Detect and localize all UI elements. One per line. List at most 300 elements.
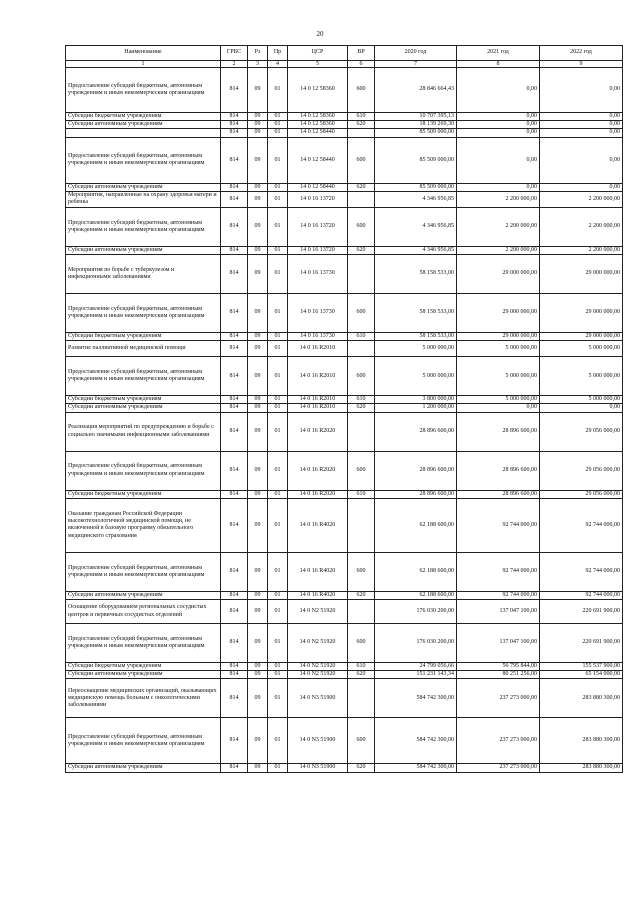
- row-2021: 29 000 000,00: [457, 255, 540, 294]
- row-rz: 09: [248, 591, 268, 599]
- col-number: 9: [540, 61, 623, 68]
- row-2020: 28 846 664,43: [375, 68, 457, 113]
- row-pr: 01: [268, 679, 288, 718]
- row-2020: 28 896 600,00: [375, 490, 457, 498]
- row-vr: 600: [348, 68, 375, 113]
- row-2022: 0,00: [540, 129, 623, 137]
- row-2020: 62 188 600,00: [375, 498, 457, 552]
- row-rz: 09: [248, 679, 268, 718]
- table-row: [66, 600, 623, 624]
- row-2021: 0,00: [457, 183, 540, 191]
- row-2022: 155 537 900,00: [540, 663, 623, 671]
- table-row: [66, 121, 623, 129]
- row-vr: 610: [348, 113, 375, 121]
- table-row: [66, 412, 623, 451]
- row-name: Предоставление субсидий бюджетным, автономным учреждениям и иным некоммерческим организациям: [66, 451, 221, 490]
- table-row: [66, 113, 623, 121]
- row-pr: 01: [268, 137, 288, 183]
- row-grbs: 814: [221, 357, 248, 396]
- row-pr: 01: [268, 671, 288, 679]
- row-2020: 176 030 200,00: [375, 624, 457, 663]
- row-rz: 09: [248, 246, 268, 254]
- row-2022: 29 000 000,00: [540, 294, 623, 333]
- row-2022: 5 000 000,00: [540, 357, 623, 396]
- row-vr: [348, 600, 375, 624]
- row-csr: 14 0 16 R4020: [288, 591, 348, 599]
- row-rz: 09: [248, 404, 268, 412]
- row-2021: 137 047 100,00: [457, 624, 540, 663]
- row-2022: 220 691 900,00: [540, 624, 623, 663]
- row-2022: 283 880 300,00: [540, 718, 623, 764]
- row-grbs: 814: [221, 207, 248, 246]
- row-csr: 14 0 N3 51900: [288, 679, 348, 718]
- row-grbs: 814: [221, 255, 248, 294]
- budget-table: [65, 45, 623, 773]
- row-2020: 62 188 600,00: [375, 552, 457, 591]
- row-rz: 09: [248, 129, 268, 137]
- row-grbs: 814: [221, 764, 248, 772]
- row-rz: 09: [248, 191, 268, 207]
- row-vr: 620: [348, 591, 375, 599]
- col-header-grbs: ГРБС: [221, 46, 248, 61]
- row-pr: 01: [268, 764, 288, 772]
- row-2022: 29 056 000,00: [540, 412, 623, 451]
- row-csr: 14 0 16 13720: [288, 191, 348, 207]
- table-row: [66, 255, 623, 294]
- row-name: Субсидии автономным учреждениям: [66, 183, 221, 191]
- row-vr: [348, 255, 375, 294]
- row-csr: 14 0 16 13730: [288, 294, 348, 333]
- table-body: [66, 68, 623, 773]
- row-2021: 92 744 000,00: [457, 591, 540, 599]
- table-row: [66, 294, 623, 333]
- row-2021: 28 896 600,00: [457, 490, 540, 498]
- row-pr: 01: [268, 412, 288, 451]
- row-name: Субсидии автономным учреждениям: [66, 246, 221, 254]
- col-header-2021: 2021 год: [457, 46, 540, 61]
- table-row: [66, 404, 623, 412]
- row-2021: 0,00: [457, 129, 540, 137]
- row-2022: 2 200 000,00: [540, 207, 623, 246]
- row-vr: 620: [348, 121, 375, 129]
- row-csr: 14 0 16 R2020: [288, 412, 348, 451]
- row-rz: 09: [248, 255, 268, 294]
- row-pr: 01: [268, 600, 288, 624]
- row-2022: 220 691 900,00: [540, 600, 623, 624]
- row-vr: 600: [348, 137, 375, 183]
- table-row: [66, 129, 623, 137]
- table-row: [66, 357, 623, 396]
- row-csr: 14 0 16 R2020: [288, 490, 348, 498]
- row-vr: 620: [348, 764, 375, 772]
- row-vr: 620: [348, 671, 375, 679]
- row-rz: 09: [248, 68, 268, 113]
- row-name: Мероприятия, направленные на охрану здоровья матери и ребенка: [66, 191, 221, 207]
- row-rz: 09: [248, 671, 268, 679]
- row-name: Предоставление субсидий бюджетным, автономным учреждениям и иным некоммерческим организациям: [66, 207, 221, 246]
- col-header-pr: Пр: [268, 46, 288, 61]
- table-row: [66, 679, 623, 718]
- table-row: [66, 191, 623, 207]
- row-2021: 0,00: [457, 121, 540, 129]
- row-grbs: 814: [221, 129, 248, 137]
- row-name: Субсидии бюджетным учреждениям: [66, 113, 221, 121]
- row-grbs: 814: [221, 451, 248, 490]
- row-2020: 62 188 600,00: [375, 591, 457, 599]
- row-vr: 600: [348, 451, 375, 490]
- row-vr: 600: [348, 357, 375, 396]
- row-2022: 0,00: [540, 113, 623, 121]
- row-name: Оказание гражданам Российской Федерации высокотехнологичной медицинской помощи, не включенной в базовую программу обязательного медицинского страхования: [66, 498, 221, 552]
- row-rz: 09: [248, 121, 268, 129]
- row-csr: 14 0 12 58440: [288, 129, 348, 137]
- row-2020: 85 509 000,00: [375, 183, 457, 191]
- col-header-rz: Рз: [248, 46, 268, 61]
- row-grbs: 814: [221, 183, 248, 191]
- row-2020: 58 158 533,00: [375, 294, 457, 333]
- row-pr: 01: [268, 333, 288, 341]
- row-pr: 01: [268, 294, 288, 333]
- row-vr: 600: [348, 718, 375, 764]
- row-2022: 5 000 000,00: [540, 396, 623, 404]
- row-name: Переоснащение медицинских организаций, оказывающих медицинскую помощь больным с онкологическими заболеваниями: [66, 679, 221, 718]
- row-csr: 14 0 12 58440: [288, 183, 348, 191]
- row-2020: 58 158 533,00: [375, 333, 457, 341]
- row-rz: 09: [248, 396, 268, 404]
- row-csr: 14 0 16 R2010: [288, 396, 348, 404]
- row-vr: [348, 191, 375, 207]
- row-pr: 01: [268, 552, 288, 591]
- row-2020: 4 346 956,85: [375, 191, 457, 207]
- row-csr: 14 0 12 58360: [288, 68, 348, 113]
- row-pr: 01: [268, 490, 288, 498]
- row-vr: [348, 679, 375, 718]
- row-vr: 610: [348, 663, 375, 671]
- row-2021: 80 251 256,00: [457, 671, 540, 679]
- row-csr: 14 0 N3 51900: [288, 718, 348, 764]
- row-2022: 0,00: [540, 137, 623, 183]
- row-csr: 14 0 16 R2010: [288, 341, 348, 357]
- table-row: [66, 341, 623, 357]
- row-csr: 14 0 N2 51920: [288, 600, 348, 624]
- col-number: 5: [288, 61, 348, 68]
- row-pr: 01: [268, 246, 288, 254]
- row-csr: 14 0 16 R4020: [288, 498, 348, 552]
- row-csr: 14 0 12 58440: [288, 137, 348, 183]
- row-2020: 85 509 000,00: [375, 129, 457, 137]
- row-grbs: 814: [221, 396, 248, 404]
- row-name: Развитие паллиативной медицинской помощи: [66, 341, 221, 357]
- row-vr: 610: [348, 396, 375, 404]
- col-number: 7: [375, 61, 457, 68]
- row-2022: 283 880 300,00: [540, 679, 623, 718]
- col-header-vr: ВР: [348, 46, 375, 61]
- table-row: [66, 498, 623, 552]
- row-2021: 5 000 000,00: [457, 357, 540, 396]
- row-rz: 09: [248, 113, 268, 121]
- table-row: [66, 246, 623, 254]
- row-vr: 610: [348, 490, 375, 498]
- row-grbs: 814: [221, 113, 248, 121]
- row-2021: 29 000 000,00: [457, 294, 540, 333]
- header-row: [66, 46, 623, 61]
- row-2022: 5 000 000,00: [540, 341, 623, 357]
- row-pr: 01: [268, 591, 288, 599]
- row-pr: 01: [268, 113, 288, 121]
- row-csr: 14 0 16 R4020: [288, 552, 348, 591]
- row-2020: 85 509 000,00: [375, 137, 457, 183]
- row-2022: 0,00: [540, 68, 623, 113]
- row-name: Субсидии автономным учреждениям: [66, 404, 221, 412]
- row-name: Предоставление субсидий бюджетным, автономным учреждениям и иным некоммерческим организациям: [66, 294, 221, 333]
- table-row: [66, 663, 623, 671]
- row-2020: 24 799 056,66: [375, 663, 457, 671]
- row-grbs: 814: [221, 671, 248, 679]
- row-pr: 01: [268, 255, 288, 294]
- row-2020: 4 346 956,85: [375, 207, 457, 246]
- row-vr: 600: [348, 552, 375, 591]
- row-2020: 584 742 300,00: [375, 764, 457, 772]
- row-name: Предоставление субсидий бюджетным, автономным учреждениям и иным некоммерческим организациям: [66, 718, 221, 764]
- row-2020: 10 707 395,13: [375, 113, 457, 121]
- row-pr: 01: [268, 404, 288, 412]
- row-csr: 14 0 16 R2020: [288, 451, 348, 490]
- row-vr: 620: [348, 246, 375, 254]
- row-name: Субсидии бюджетным учреждениям: [66, 663, 221, 671]
- row-2021: 92 744 000,00: [457, 552, 540, 591]
- row-grbs: 814: [221, 624, 248, 663]
- row-2022: 0,00: [540, 404, 623, 412]
- col-number: 6: [348, 61, 375, 68]
- row-grbs: 814: [221, 552, 248, 591]
- row-csr: 14 0 16 13730: [288, 333, 348, 341]
- row-2021: 237 273 000,00: [457, 764, 540, 772]
- row-2020: 3 800 000,00: [375, 396, 457, 404]
- row-2022: 65 154 000,00: [540, 671, 623, 679]
- col-number: 3: [248, 61, 268, 68]
- row-rz: 09: [248, 552, 268, 591]
- row-grbs: 814: [221, 663, 248, 671]
- row-pr: 01: [268, 129, 288, 137]
- row-2020: 18 139 269,30: [375, 121, 457, 129]
- row-rz: 09: [248, 207, 268, 246]
- row-name: Субсидии автономным учреждениям: [66, 671, 221, 679]
- row-rz: 09: [248, 490, 268, 498]
- row-name: Предоставление субсидий бюджетным, автономным учреждениям и иным некоммерческим организациям: [66, 137, 221, 183]
- row-rz: 09: [248, 137, 268, 183]
- col-header-2022: 2022 год: [540, 46, 623, 61]
- row-grbs: 814: [221, 404, 248, 412]
- row-rz: 09: [248, 451, 268, 490]
- row-2022: 92 744 000,00: [540, 552, 623, 591]
- row-csr: 14 0 N2 51920: [288, 663, 348, 671]
- row-csr: 14 0 16 R2010: [288, 404, 348, 412]
- col-header-csr: ЦСР: [288, 46, 348, 61]
- row-2020: 28 896 600,00: [375, 412, 457, 451]
- row-pr: 01: [268, 663, 288, 671]
- row-2022: 29 056 000,00: [540, 490, 623, 498]
- row-csr: 14 0 N2 51920: [288, 624, 348, 663]
- row-2022: 0,00: [540, 121, 623, 129]
- row-vr: 610: [348, 333, 375, 341]
- row-rz: 09: [248, 333, 268, 341]
- table-row: [66, 624, 623, 663]
- row-pr: 01: [268, 498, 288, 552]
- table-row: [66, 671, 623, 679]
- row-csr: 14 0 12 58360: [288, 121, 348, 129]
- row-2021: 0,00: [457, 113, 540, 121]
- row-2020: 4 346 956,85: [375, 246, 457, 254]
- row-grbs: 814: [221, 498, 248, 552]
- row-name: Предоставление субсидий бюджетным, автономным учреждениям и иным некоммерческим организациям: [66, 552, 221, 591]
- row-name: Предоставление субсидий бюджетным, автономным учреждениям и иным некоммерческим организациям: [66, 68, 221, 113]
- table-row: [66, 68, 623, 113]
- row-2022: 29 056 000,00: [540, 451, 623, 490]
- row-pr: 01: [268, 68, 288, 113]
- row-pr: 01: [268, 341, 288, 357]
- row-2021: 92 744 000,00: [457, 498, 540, 552]
- table-row: [66, 183, 623, 191]
- table-row: [66, 552, 623, 591]
- row-2022: 2 200 000,00: [540, 191, 623, 207]
- row-2022: 0,00: [540, 183, 623, 191]
- table-row: [66, 137, 623, 183]
- row-vr: 620: [348, 183, 375, 191]
- row-2022: 2 200 000,00: [540, 246, 623, 254]
- row-2022: 29 000 000,00: [540, 255, 623, 294]
- row-csr: 14 0 16 13730: [288, 255, 348, 294]
- row-vr: 600: [348, 624, 375, 663]
- row-2021: 5 000 000,00: [457, 396, 540, 404]
- table-row: [66, 396, 623, 404]
- row-pr: 01: [268, 718, 288, 764]
- row-csr: 14 0 16 R2010: [288, 357, 348, 396]
- row-2022: 92 744 000,00: [540, 498, 623, 552]
- row-name: Субсидии автономным учреждениям: [66, 591, 221, 599]
- row-name: Субсидии автономным учреждениям: [66, 121, 221, 129]
- row-2021: 0,00: [457, 404, 540, 412]
- row-2022: 283 880 300,00: [540, 764, 623, 772]
- row-name: Мероприятия по борьбе с туберкулезом и инфекционными заболеваниями: [66, 255, 221, 294]
- row-rz: 09: [248, 183, 268, 191]
- row-vr: [348, 341, 375, 357]
- row-csr: 14 0 16 13720: [288, 207, 348, 246]
- page-number: 20: [316, 30, 324, 38]
- row-2021: 137 047 100,00: [457, 600, 540, 624]
- row-name: Субсидии автономным учреждениям: [66, 764, 221, 772]
- row-csr: 14 0 16 13720: [288, 246, 348, 254]
- row-2022: 92 744 000,00: [540, 591, 623, 599]
- row-2020: 5 000 000,00: [375, 357, 457, 396]
- row-rz: 09: [248, 341, 268, 357]
- table-row: [66, 207, 623, 246]
- row-vr: [348, 498, 375, 552]
- row-rz: 09: [248, 663, 268, 671]
- row-2021: 0,00: [457, 68, 540, 113]
- row-grbs: 814: [221, 68, 248, 113]
- row-name: Оснащение оборудованием региональных сосудистых центров и первичных сосудистых отделений: [66, 600, 221, 624]
- row-grbs: 814: [221, 121, 248, 129]
- row-2021: 2 200 000,00: [457, 207, 540, 246]
- row-vr: 600: [348, 294, 375, 333]
- column-number-row: [66, 61, 623, 68]
- row-2020: 1 200 000,00: [375, 404, 457, 412]
- table-row: [66, 764, 623, 772]
- col-number: 1: [66, 61, 221, 68]
- row-rz: 09: [248, 294, 268, 333]
- row-name: [66, 129, 221, 137]
- row-grbs: 814: [221, 718, 248, 764]
- row-pr: 01: [268, 121, 288, 129]
- row-grbs: 814: [221, 191, 248, 207]
- row-2021: 2 200 000,00: [457, 191, 540, 207]
- row-vr: 600: [348, 207, 375, 246]
- row-rz: 09: [248, 718, 268, 764]
- col-number: 2: [221, 61, 248, 68]
- row-pr: 01: [268, 451, 288, 490]
- row-grbs: 814: [221, 246, 248, 254]
- row-grbs: 814: [221, 591, 248, 599]
- table-row: [66, 333, 623, 341]
- row-2021: 28 896 600,00: [457, 412, 540, 451]
- row-csr: 14 0 N3 51900: [288, 764, 348, 772]
- row-vr: [348, 412, 375, 451]
- row-grbs: 814: [221, 294, 248, 333]
- row-2021: 56 795 844,00: [457, 663, 540, 671]
- row-name: Субсидии бюджетным учреждениям: [66, 490, 221, 498]
- row-pr: 01: [268, 207, 288, 246]
- row-name: Предоставление субсидий бюджетным, автономным учреждениям и иным некоммерческим организациям: [66, 357, 221, 396]
- row-name: Реализация мероприятий по предупреждению и борьбе с социально значимыми инфекционными заболеваниями: [66, 412, 221, 451]
- table-row: [66, 490, 623, 498]
- row-2020: 5 000 000,00: [375, 341, 457, 357]
- row-2021: 29 000 000,00: [457, 333, 540, 341]
- row-rz: 09: [248, 412, 268, 451]
- table-row: [66, 591, 623, 599]
- row-2021: 2 200 000,00: [457, 246, 540, 254]
- row-grbs: 814: [221, 600, 248, 624]
- row-pr: 01: [268, 191, 288, 207]
- row-grbs: 814: [221, 333, 248, 341]
- row-2020: 584 742 300,00: [375, 679, 457, 718]
- row-2020: 176 030 200,00: [375, 600, 457, 624]
- row-rz: 09: [248, 357, 268, 396]
- row-rz: 09: [248, 498, 268, 552]
- row-grbs: 814: [221, 137, 248, 183]
- row-rz: 09: [248, 600, 268, 624]
- col-number: 8: [457, 61, 540, 68]
- row-2021: 237 273 000,00: [457, 679, 540, 718]
- col-header-name: Наименование: [66, 46, 221, 61]
- row-vr: 620: [348, 404, 375, 412]
- row-2021: 0,00: [457, 137, 540, 183]
- row-name: Субсидии бюджетным учреждениям: [66, 396, 221, 404]
- row-csr: 14 0 12 58360: [288, 113, 348, 121]
- row-rz: 09: [248, 624, 268, 663]
- row-vr: [348, 129, 375, 137]
- table-row: [66, 718, 623, 764]
- row-2020: 584 742 300,00: [375, 718, 457, 764]
- row-pr: 01: [268, 357, 288, 396]
- row-name: Предоставление субсидий бюджетным, автономным учреждениям и иным некоммерческим организациям: [66, 624, 221, 663]
- row-2021: 28 896 600,00: [457, 451, 540, 490]
- row-pr: 01: [268, 183, 288, 191]
- table-row: [66, 451, 623, 490]
- row-2020: 58 158 533,00: [375, 255, 457, 294]
- row-grbs: 814: [221, 490, 248, 498]
- col-number: 4: [268, 61, 288, 68]
- row-2021: 237 273 000,00: [457, 718, 540, 764]
